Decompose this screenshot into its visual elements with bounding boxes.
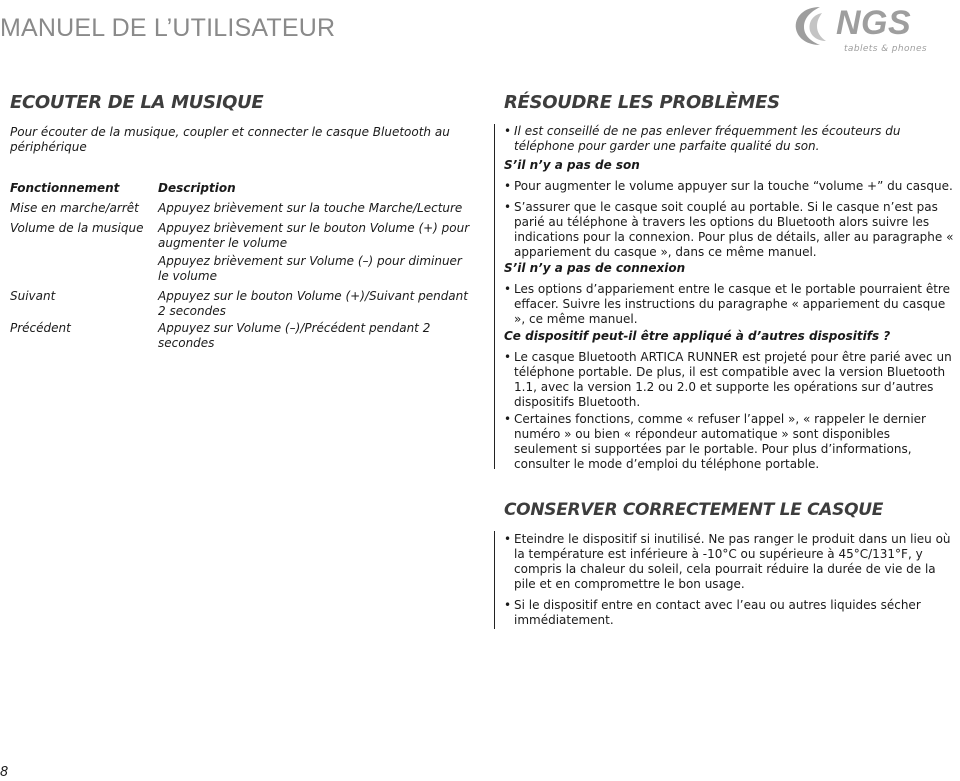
logo-wordmark: NGS bbox=[836, 4, 912, 42]
no-sound-title: S’il n’y a pas de son bbox=[504, 158, 640, 172]
music-heading: ECOUTER DE LA MUSIQUE bbox=[10, 92, 264, 113]
no-connection-title: S’il n’y a pas de connexion bbox=[504, 261, 686, 275]
table-cell-operation: Suivant bbox=[10, 289, 56, 303]
storage-heading: CONSERVER CORRECTEMENT LE CASQUE bbox=[504, 500, 884, 520]
bullet-icon: • bbox=[504, 532, 512, 546]
page-title: MANUEL DE L’UTILISATEUR bbox=[0, 14, 336, 42]
table-cell-description: Appuyez brièvement sur le bouton Volume (+) pour augmenter le volume bbox=[158, 221, 470, 250]
music-intro: Pour écouter de la musique, coupler et connecter le casque Bluetooth au périphérique bbox=[10, 125, 450, 154]
table-cell-description: Appuyez brièvement sur Volume (–) pour diminuer le volume bbox=[158, 254, 462, 283]
bullet-icon: • bbox=[504, 412, 512, 426]
section-divider-line bbox=[494, 531, 495, 629]
storage-section: • Eteindre le dispositif si inutilisé. Ne pas ranger le produit dans un lieu où la température est inférieure à -10°C ou supérieure à 45°C/131°F, y compris la chaleur du soleil, cela pourrait réduire la durée de vie de la pile et en compromettre le bon usage. • Si le dispositif entre en contact avec l’eau ou autres liquides sécher immédiatement. bbox=[494, 531, 954, 629]
table-cell-description: Appuyez brièvement sur la touche Marche/Lecture bbox=[158, 201, 463, 215]
bullet-icon: • bbox=[504, 200, 512, 214]
bullet-icon: • bbox=[504, 350, 512, 364]
bullet-icon: • bbox=[504, 282, 512, 296]
ngs-logo bbox=[790, 3, 952, 57]
logo-tagline: tablets & phones bbox=[844, 44, 928, 54]
table-header-operation: Fonctionnement bbox=[10, 181, 120, 195]
bullet-icon: • bbox=[504, 179, 512, 193]
page-number: 8 bbox=[0, 765, 9, 780]
table-cell-operation: Précédent bbox=[10, 321, 71, 335]
section-divider-line bbox=[494, 124, 495, 469]
table-cell-operation: Mise en marche/arrêt bbox=[10, 201, 139, 215]
table-header-description: Description bbox=[158, 181, 236, 195]
troubleshooting-section: • Il est conseillé de ne pas enlever fréquemment les écouteurs du téléphone pour garder une parfaite qualité du son. S’il n’y a pas de son • Pour augmenter le volume appuyer sur la touche “volume +” du casque. • S’assurer que le casque soit couplé au portable. Si le casque n’est pas parié au téléphone à travers les options du Bluetooth alors suivre les indications pour la connexion. Pour plus de détails, aller au paragraphe « appariement du casque », dans ce même manuel. S’il n’y a pas de connexion • Les options d’appariement entre le casque et le portable pourraient être effacer. Suivre les instructions du paragraphe « appariement du casque », ce même manuel. Ce dispositif peut-il être appliqué à d’autres dispositifs ? • Le casque Bluetooth ARTICA RUNNER est projeté pour être parié avec un téléphone portable. De plus, il est compatible avec la version Bluetooth 1.1, avec la version 1.2 ou 2.0 et supporte les opérations sur d’autres dispositifs Bluetooth. • Certaines fonctions, comme « refuser l’appel », « rappeler le dernier numéro » ou bien « répondeur automatique » sont disponibles seulement si supportées par le portable. Pour plus d’informations, consulter le mode d’emploi du téléphone portable. bbox=[494, 124, 954, 469]
table-cell-operation: Volume de la musique bbox=[10, 221, 144, 235]
ngs-swirl-icon bbox=[790, 3, 838, 49]
bullet-icon: • bbox=[504, 598, 512, 612]
other-devices-title: Ce dispositif peut-il être appliqué à d’autres dispositifs ? bbox=[504, 329, 891, 343]
table-cell-description: Appuyez sur Volume (–)/Précédent pendant 2 secondes bbox=[158, 321, 431, 350]
table-cell-description: Appuyez sur le bouton Volume (+)/Suivant pendant 2 secondes bbox=[158, 289, 468, 318]
troubleshooting-heading: RÉSOUDRE LES PROBLÈMES bbox=[504, 92, 780, 113]
bullet-icon: • bbox=[504, 124, 512, 138]
